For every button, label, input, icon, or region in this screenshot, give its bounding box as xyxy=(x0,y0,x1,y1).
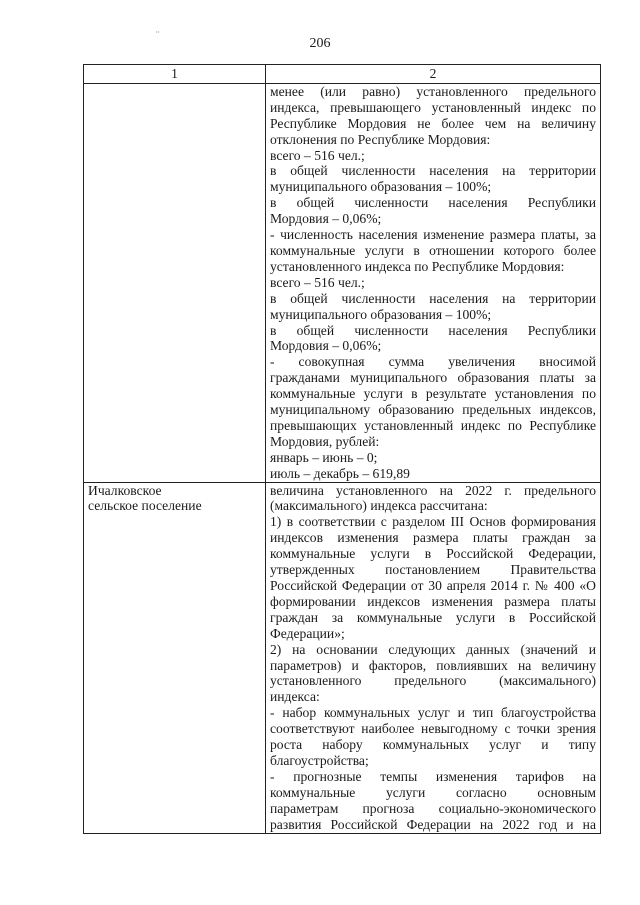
text-line: - набор коммунальных услуг и тип благоустройства xyxy=(270,705,596,721)
text-line: утвержденных постановлением Правительства xyxy=(270,562,596,578)
text-line: гражданами муниципального образования платы за xyxy=(270,370,596,386)
text-line: Мордовия – 0,06%; xyxy=(270,211,382,227)
territory-name-line: сельское поселение xyxy=(88,498,202,514)
text-line: коммунальные услуги в результате установления по xyxy=(270,386,596,402)
text-line: - совокупная сумма увеличения вносимой xyxy=(270,354,596,370)
text-line: параметров) и факторов, повлиявших на величину xyxy=(270,657,596,673)
text-line: Федерации»; xyxy=(270,625,345,641)
text-line: 2) на основании следующих данных (значений и xyxy=(270,641,596,657)
text-line: граждан за коммунальные услуги в Российской xyxy=(270,609,596,625)
text-line: (максимального) индекса рассчитана: xyxy=(270,498,488,514)
text-line: менее (или равно) установленного предельного xyxy=(270,83,596,99)
text-line: июль – декабрь – 619,89 xyxy=(270,465,410,481)
text-line: муниципальному образованию предельных индексов, xyxy=(270,402,596,418)
column-header-1: 1 xyxy=(84,65,266,84)
text-line: индекса: xyxy=(270,689,320,705)
text-line: всего – 516 чел.; xyxy=(270,274,365,290)
text-line: в общей численности населения Республики xyxy=(270,322,596,338)
document-table xyxy=(83,64,601,834)
description-cell xyxy=(266,482,601,833)
territory-cell xyxy=(84,83,266,482)
text-line: всего – 516 чел.; xyxy=(270,147,365,163)
text-line: благоустройства; xyxy=(270,752,369,768)
page-number: 206 xyxy=(309,36,331,51)
table-row xyxy=(84,83,601,482)
text-line: - численность населения изменение размера платы, за xyxy=(270,227,596,243)
text-line: отклонения по Республике Мордовия: xyxy=(270,131,491,147)
text-line: установленного предельного (максимального) xyxy=(270,673,596,689)
text-line: развития Российской Федерации на 2022 год и на xyxy=(270,816,596,832)
column-header-2: 2 xyxy=(266,65,601,84)
territory-name-line: Ичалковское xyxy=(88,482,162,498)
description-cell xyxy=(266,83,601,482)
text-line: параметрам прогноза социально-экономического xyxy=(270,800,596,816)
text-line: величина установленного на 2022 г. предельного xyxy=(270,482,596,498)
scan-speck: ¨ xyxy=(156,30,160,41)
table-header-row xyxy=(84,65,601,84)
text-line: в общей численности населения на территории xyxy=(270,290,596,306)
text-line: индекса, превышающего установленный индекс по xyxy=(270,99,596,115)
text-line: в общей численности населения Республики xyxy=(270,195,596,211)
text-line: коммунальные услуги в отношении которого более xyxy=(270,242,596,258)
text-line: коммунальные услуги в Российской Федерации, xyxy=(270,546,596,562)
text-line: формировании индексов изменения размера платы xyxy=(270,593,596,609)
text-line: 1) в соответствии с разделом III Основ формирования xyxy=(270,514,596,530)
text-line: январь – июнь – 0; xyxy=(270,449,378,465)
text-line: в общей численности населения на территории xyxy=(270,163,596,179)
text-line: Российской Федерации от 30 апреля 2014 г. № 400 «О xyxy=(270,578,596,593)
text-line: соответствуют наиболее невыгодному с точки зрения xyxy=(270,721,596,737)
text-line: установленного индекса по Республике Мордовия: xyxy=(270,258,565,274)
text-line: Мордовия – 0,06%; xyxy=(270,338,382,354)
text-line: роста набору коммунальных услуг и типу xyxy=(270,737,596,753)
text-line: индексов изменения размера платы граждан за xyxy=(270,530,596,546)
text-line: коммунальные услуги согласно основным xyxy=(270,784,596,800)
table-row xyxy=(84,482,601,833)
text-line: муниципального образования – 100%; xyxy=(270,179,492,195)
text-line: - прогнозные темпы изменения тарифов на xyxy=(270,768,596,784)
text-line: муниципального образования – 100%; xyxy=(270,306,492,322)
text-line: Мордовия, рублей: xyxy=(270,433,380,449)
text-line: Республике Мордовия не более чем на величину xyxy=(270,115,596,131)
territory-cell xyxy=(84,482,266,833)
text-line: превышающих установленный индекс по Республике xyxy=(270,417,596,433)
